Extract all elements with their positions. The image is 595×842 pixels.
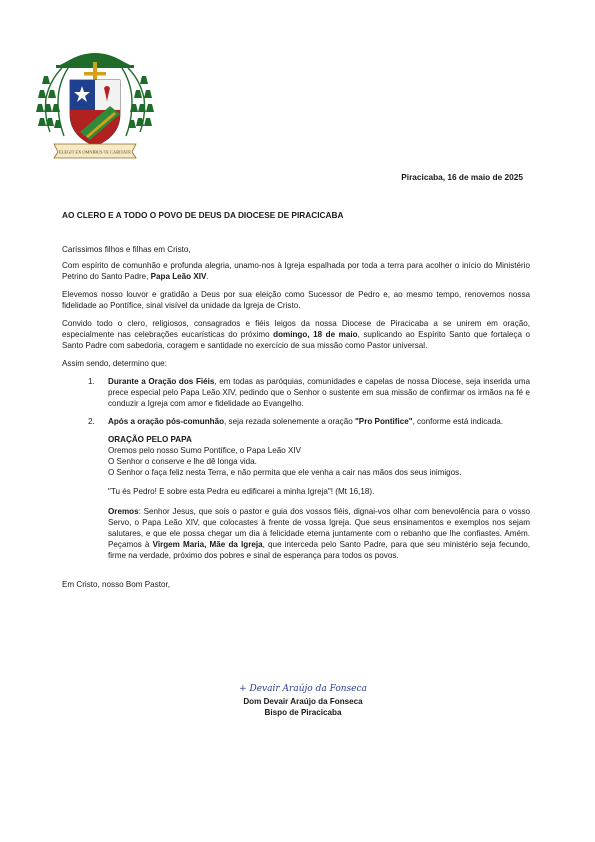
oremos-paragraph: Oremos: Senhor Jesus, que sois o pastor e guia dos vossos fiéis, dignai-vos olhar com benevolência para o vosso Servo, o Papa Leão XIV, que colocastes à frente de vossa Igreja. Que seus ensinamentos e exemplos nos sejam salutares, e que ele possa chegar um dia à felicidade eterna juntamente com o rebanho que lhe confiastes. Amém. Peçamos à Virgem Maria, Mãe da Igreja, que interceda pelo Santo Padre, para que seu ministério seja fecundo, firme na verdade, próximo dos pobres e sinal de esperança para todos os povos. [108, 507, 530, 561]
signature-block [218, 680, 388, 718]
prayer-line: Oremos pelo nosso Sumo Pontífice, o Papa Leão XIV [108, 446, 302, 456]
paragraph-3: Convido todo o clero, religiosos, consagrados e fiéis leigos da nossa Diocese de Piracicaba a se unirem em oração, especialmente nas celebrações eucarísticas do próximo domingo, 18 de maio, suplicando ao Espírito Santo que fortaleça o Santo Padre com sabedoria, coragem e santidade no exercício de sua missão como Pastor universal. [62, 319, 530, 351]
paragraph-2: Elevemos nosso louvor e gratidão a Deus por sua eleição como Sucessor de Pedro e, ao mesmo tempo, renovemos nossa fidelidade ao Pontífice, sinal visível da unidade da Igreja de Cristo. [62, 290, 530, 311]
prayer-line: O Senhor o faça feliz nesta Terra, e não permita que ele venha a cair nas mãos dos seus inimigos. [108, 468, 462, 478]
greeting: Caríssimos filhos e filhas em Cristo, [62, 245, 191, 255]
letter-date: Piracicaba, 16 de maio de 2025 [401, 172, 523, 182]
closing: Em Cristo, nosso Bom Pastor, [62, 580, 170, 590]
list-item: 1. Durante a Oração dos Fiéis, em todas as paróquias, comunidades e capelas de nossa Diocese, seja inserida uma prece especial pelo Papa Leão XIV, pedindo que o Senhor o sustente em sua missão de confirmar os irmãos na fé e conduzir a Igreja com amor e fidelidade ao Evangelho. [88, 377, 530, 409]
prayer-section [108, 434, 530, 561]
signer-name: Dom Devair Araújo da Fonseca [243, 697, 363, 706]
letter-heading: AO CLERO E A TODO O POVO DE DEUS DA DIOCESE DE PIRACICABA [62, 210, 344, 220]
svg-text:+ Devair Araújo da Fonseca: + Devair Araújo da Fonseca [239, 684, 367, 694]
prayer-title: ORAÇÃO PELO PAPA [108, 435, 192, 445]
paragraph-1: Com espírito de comunhão e profunda alegria, unamo-nos à Igreja espalhada por toda a terra para acolher o início do Ministério Petrino do Santo Padre, Papa Leão XIV. [62, 261, 530, 282]
scripture-quote: "Tu és Pedro! E sobre esta Pedra eu edificarei a minha Igreja"! (Mt 16,18). [108, 487, 375, 497]
crest-motto: ELEGIT EX OMNIBUS TE CARITATE [59, 149, 131, 155]
list-item: 2. Após a oração pós-comunhão, seja rezada solenemente a oração "Pro Pontifice", conforme está indicada. [88, 417, 503, 427]
handwritten-signature [223, 680, 383, 696]
letter-body [62, 210, 530, 597]
signer-title: Bispo de Piracicaba [264, 708, 342, 717]
paragraph-4: Assim sendo, determino que: [62, 359, 167, 369]
determination-list [62, 376, 530, 427]
prayer-line: O Senhor o conserve e lhe dê longa vida. [108, 457, 257, 467]
episcopal-coat-of-arms-icon [36, 40, 154, 162]
